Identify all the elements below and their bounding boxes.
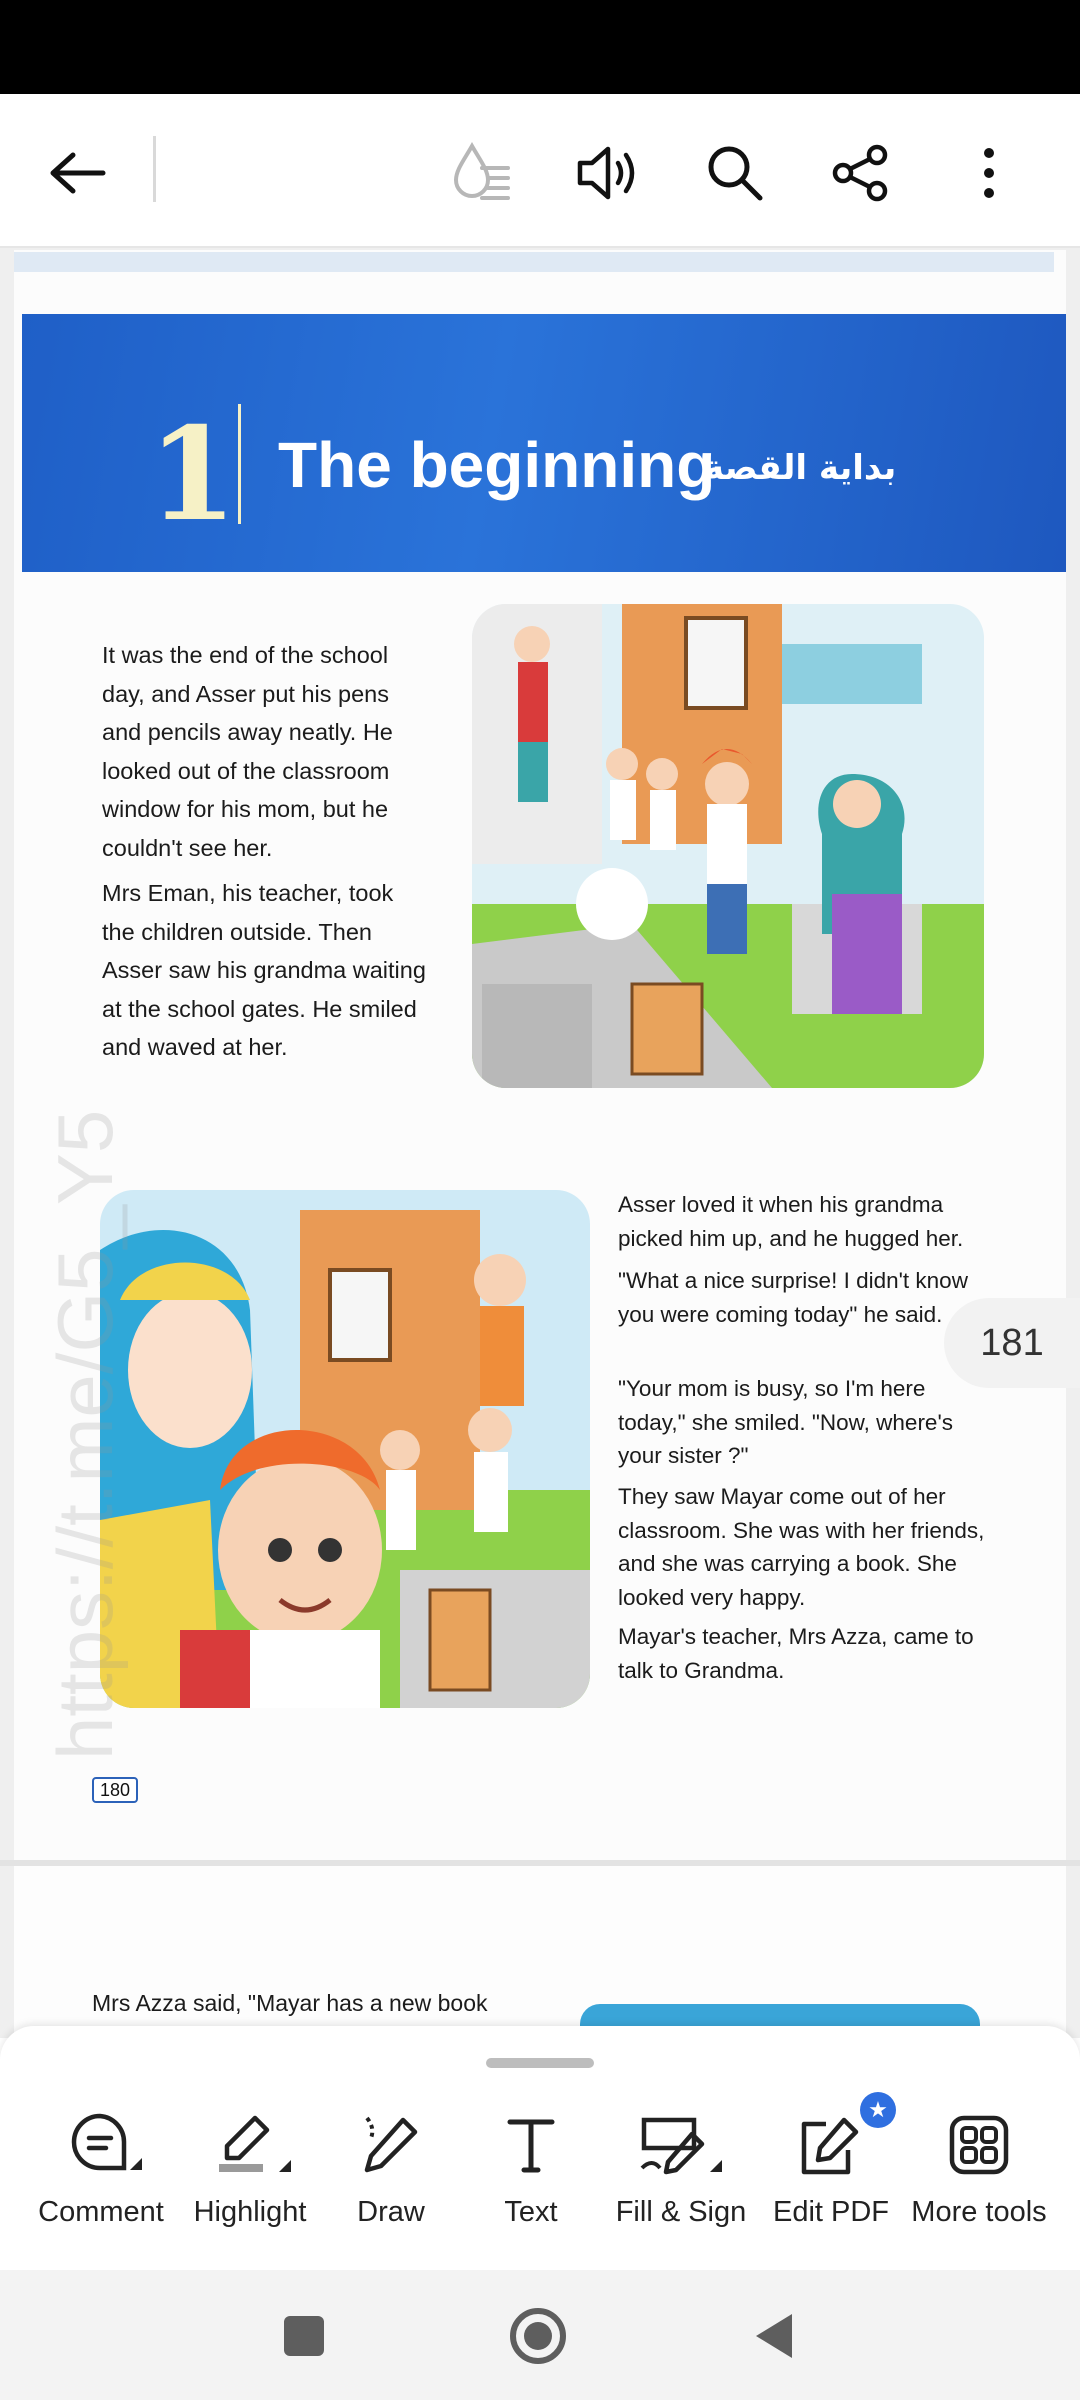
watermark-text: https://t.me/G5_Y5 <box>41 1109 129 1760</box>
text-tool[interactable]: Text <box>456 2110 606 2250</box>
more-vertical-icon <box>979 145 999 201</box>
back-button[interactable] <box>32 128 122 218</box>
highlight-icon <box>205 2110 295 2180</box>
share-icon <box>831 143 891 203</box>
back-arrow-icon <box>47 151 107 195</box>
read-aloud-button[interactable] <box>562 128 652 218</box>
story-paragraph-7: Mayar's teacher, Mrs Azza, came to talk to Grandma. <box>618 1624 974 1683</box>
story-paragraph-3: Asser loved it when his grandma picked him up, and he hugged her. <box>618 1192 964 1251</box>
story-paragraph-4: "What a nice surprise! I didn't know you were coming today" he said. <box>618 1268 968 1327</box>
recents-button[interactable] <box>284 2316 324 2356</box>
story-illustration-school-gate <box>472 604 984 1088</box>
comment-tool[interactable]: Comment <box>26 2110 176 2250</box>
new-feature-badge: ★ <box>860 2092 896 2128</box>
chapter-title-arabic: بداية القصة <box>704 448 897 488</box>
fill-sign-icon <box>636 2110 726 2180</box>
sheet-drag-handle[interactable] <box>486 2058 594 2068</box>
more-options-button[interactable] <box>944 128 1034 218</box>
next-page-text: Mrs Azza said, "Mayar has a new book <box>92 1990 488 2016</box>
story-illustration-grandma <box>100 1190 590 1708</box>
liquid-mode-button[interactable] <box>436 128 526 218</box>
story-paragraph-2: Mrs Eman, his teacher, took the children outside. Then Asser saw his grandma waiting at the school gates. He smiled and waved at her. <box>102 880 426 1060</box>
draw-icon <box>351 2110 431 2180</box>
draw-tool[interactable]: Draw <box>316 2110 466 2250</box>
home-button[interactable] <box>510 2308 566 2364</box>
current-page-indicator[interactable]: 181 <box>944 1298 1080 1388</box>
system-navigation-bar <box>0 2270 1080 2400</box>
next-page-illustration <box>580 2004 980 2026</box>
edit-pdf-tool[interactable]: Edit PDF <box>756 2110 906 2250</box>
search-button[interactable] <box>690 128 780 218</box>
text-icon <box>496 2110 566 2180</box>
toolbar-divider <box>153 136 156 202</box>
comment-icon <box>56 2110 146 2180</box>
liquid-mode-icon <box>448 142 514 204</box>
status-bar <box>0 0 1080 94</box>
banner-divider <box>238 404 241 524</box>
story-paragraph-5: "Your mom is busy, so I'm here today," she smiled. "Now, where's your sister ?" <box>618 1376 953 1468</box>
chapter-title: The beginning <box>278 429 716 501</box>
story-paragraph-1: It was the end of the school day, and Asser put his pens and pencils away neatly. He looked out of the classroom window for his mom, but he couldn't see her. <box>102 642 393 861</box>
more-tools-icon <box>944 2110 1014 2180</box>
page-top-strip <box>14 252 1054 272</box>
search-icon <box>705 143 765 203</box>
back-nav-icon[interactable] <box>752 2312 796 2360</box>
read-aloud-icon <box>574 143 640 203</box>
chapter-number: 1 <box>148 400 238 550</box>
printed-page-number: 180 <box>92 1777 138 1803</box>
fill-sign-tool[interactable]: Fill & Sign <box>606 2110 756 2250</box>
story-paragraph-6: They saw Mayar come out of her classroom. She was with her friends, and she was carrying a book. She looked very happy. <box>618 1484 985 1610</box>
more-tools-tool[interactable]: More tools <box>904 2110 1054 2250</box>
highlight-tool[interactable]: Highlight <box>175 2110 325 2250</box>
home-button-dot <box>524 2322 552 2350</box>
top-app-bar <box>0 94 1080 248</box>
share-button[interactable] <box>816 128 906 218</box>
